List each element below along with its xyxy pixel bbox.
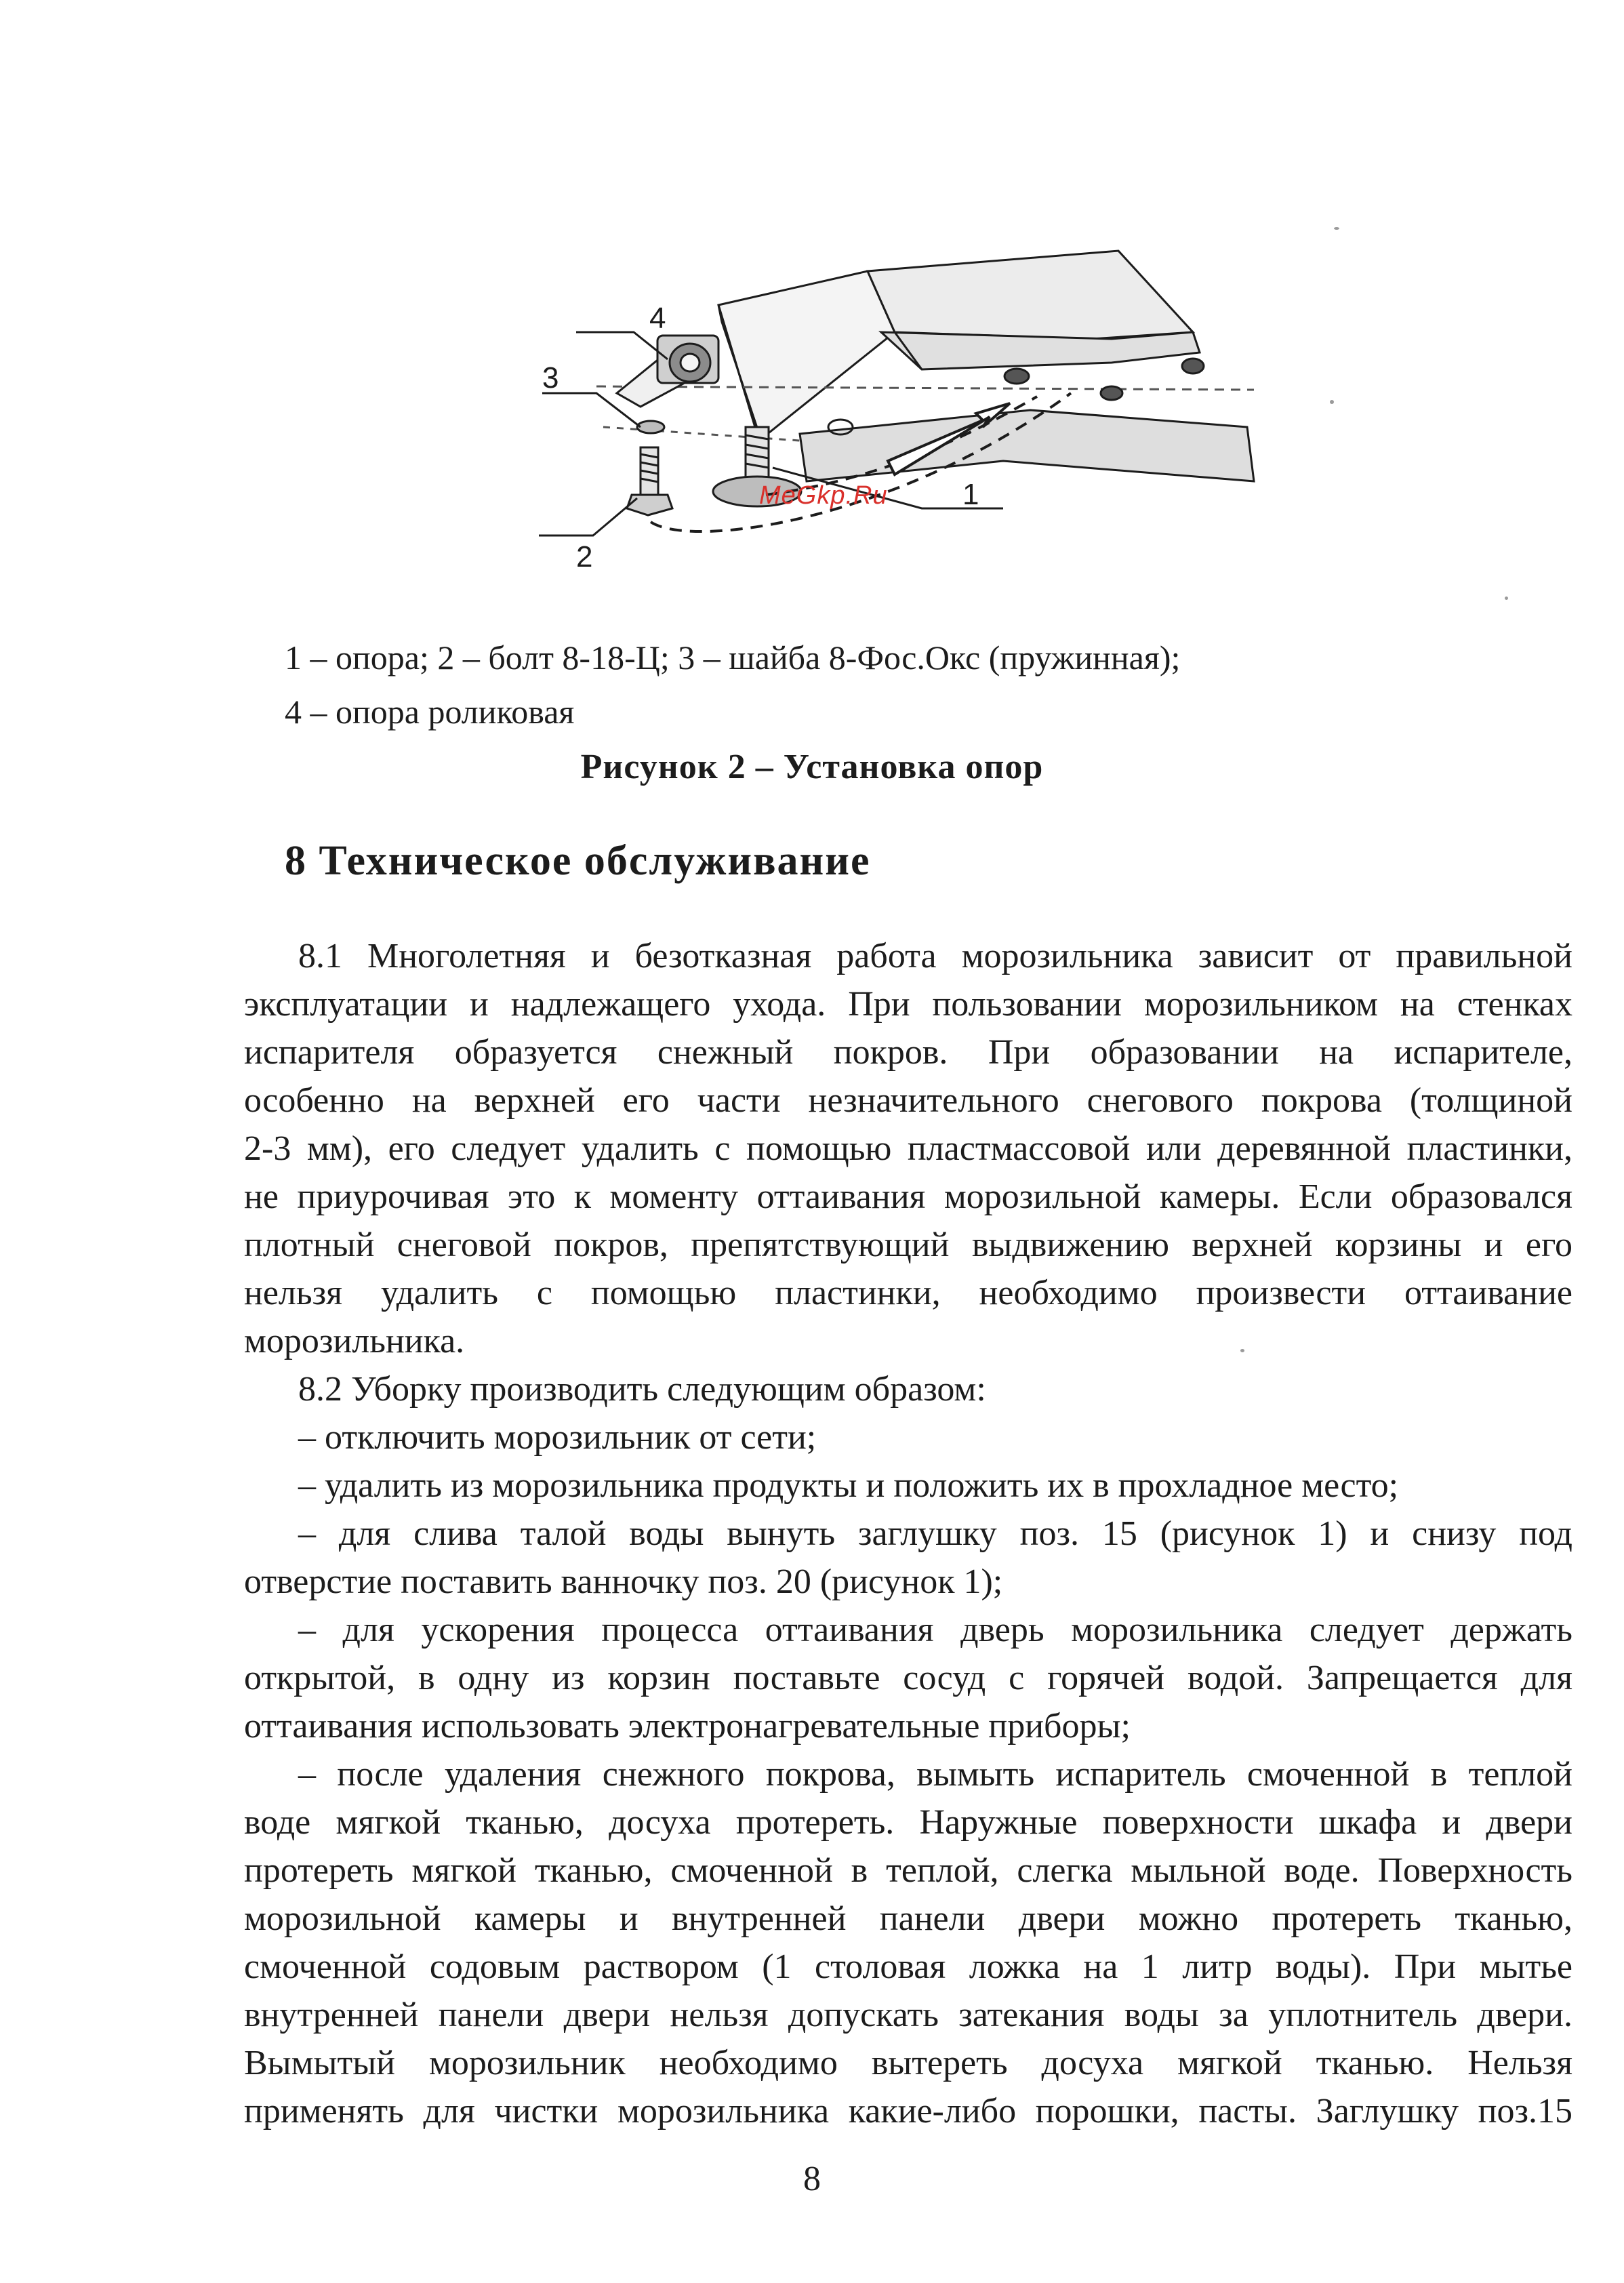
paragraph-line: протереть мягкой тканью, смоченной в теплой, слегка мыльной воде. Поверхность (244, 1851, 1572, 1890)
figure-label-4: 4 (649, 302, 666, 335)
legend-line: 1 – опора; 2 – болт 8-18-Ц; 3 – шайба 8-Фос.Окс (пружинная); (285, 639, 1181, 676)
figure-title: Рисунок 2 – Установка опор (580, 748, 1044, 786)
paragraph-line: испарителя образуется снежный покров. При образовании на испарителе, (244, 1033, 1572, 1072)
scan-speck (1334, 227, 1339, 230)
paragraph-line: 8.1 Многолетняя и безотказная работа морозильника зависит от правильной (298, 937, 1572, 975)
paragraph-line: морозильной камеры и внутренней панели двери можно протереть тканью, (244, 1899, 1572, 1938)
paragraph-line: Вымытый морозильник необходимо вытереть досуха мягкой тканью. Нельзя (244, 2044, 1572, 2082)
list-item: – удалить из морозильника продукты и положить их в прохладное место; (298, 1466, 1399, 1505)
list-item: – для ускорения процесса оттаивания дверь морозильника следует держать (298, 1611, 1572, 1649)
page-number: 8 (803, 2160, 821, 2198)
figure-legend (285, 630, 1369, 739)
scan-speck (1505, 597, 1508, 600)
paragraph-line: открытой, в одну из корзин поставьте сосуд с горячей водой. Запрещается для (244, 1659, 1572, 1697)
figure-supports-installation (515, 224, 1274, 590)
list-item: – для слива талой воды вынуть заглушку поз. 15 (рисунок 1) и снизу под (298, 1514, 1572, 1553)
paragraph-line: плотный снеговой покров, препятствующий выдвижению верхней корзины и его (244, 1226, 1572, 1264)
list-item: – отключить морозильник от сети; (298, 1418, 817, 1457)
figure-label-1: 1 (962, 478, 979, 511)
paragraph-line: внутренней панели двери нельзя допускать затекания воды за уплотнитель двери. (244, 1996, 1572, 2034)
paragraph-line: 8.2 Уборку производить следующим образом: (298, 1370, 986, 1409)
figure-label-2: 2 (576, 540, 593, 573)
paragraph-line: 2-3 мм), его следует удалить с помощью пластмассовой или деревянной пластинки, (244, 1129, 1572, 1168)
body-text (244, 932, 1572, 2135)
legend-line: 4 – опора роликовая (285, 693, 575, 731)
supports-drawing (515, 224, 1274, 590)
figure-label-3: 3 (542, 361, 559, 395)
paragraph-line: отверстие поставить ванночку поз. 20 (рисунок 1); (244, 1562, 1003, 1601)
paragraph-line: воде мягкой тканью, досуха протереть. Наружные поверхности шкафа и двери (244, 1803, 1572, 1842)
paragraph-line: особенно на верхней его части незначительного снегового покрова (толщиной (244, 1081, 1572, 1120)
paragraph-line: оттаивания использовать электронагревательные приборы; (244, 1707, 1131, 1745)
paragraph-line: морозильника. (244, 1322, 465, 1360)
paragraph-line: нельзя удалить с помощью пластинки, необходимо произвести оттаивание (244, 1274, 1572, 1312)
paragraph-line: смоченной содовым раствором (1 столовая ложка на 1 литр воды). При мытье (244, 1947, 1572, 1986)
watermark: MeGkp.Ru (759, 481, 888, 510)
paragraph-line: не приурочивая это к моменту оттаивания морозильной камеры. Если образовался (244, 1177, 1572, 1216)
paragraph-line: эксплуатации и надлежащего ухода. При пользовании морозильником на стенках (244, 985, 1572, 1024)
section-heading: 8 Техническое обслуживание (285, 838, 871, 884)
scan-speck (1330, 400, 1334, 404)
list-item: – после удаления снежного покрова, вымыть испаритель смоченной в теплой (298, 1755, 1572, 1794)
paragraph-line: применять для чистки морозильника какие-либо порошки, пасты. Заглушку поз.15 (244, 2092, 1572, 2130)
